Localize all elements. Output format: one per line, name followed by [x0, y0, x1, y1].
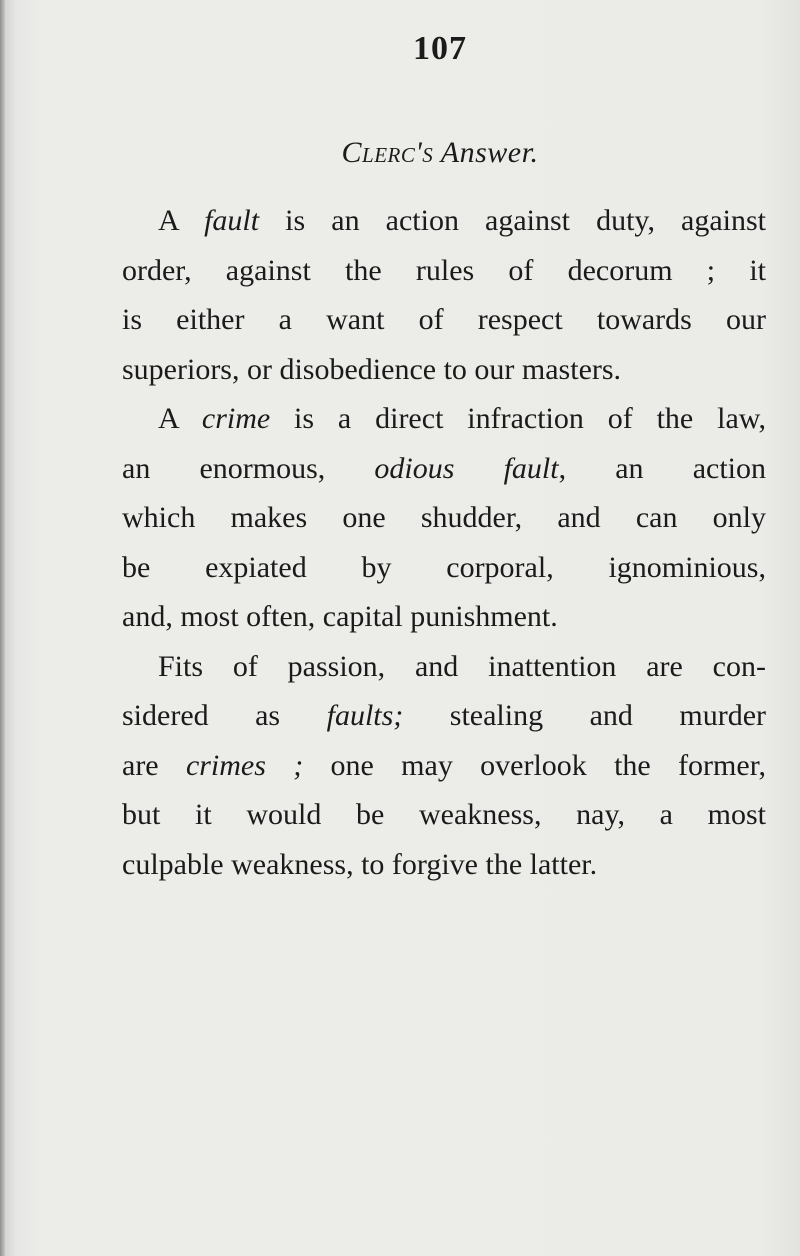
italic-term: faults; — [326, 699, 404, 732]
text-line: superiors, or disobedience to our masters. — [122, 352, 622, 386]
text-line: be expiated by corporal, ignominious, — [122, 550, 766, 584]
text-line: A crime is a direct infraction of the law, — [158, 402, 766, 435]
text-line: and, most often, capital punishment. — [122, 600, 558, 633]
italic-term: fault — [204, 204, 260, 237]
paragraph — [122, 394, 766, 642]
page-gutter — [0, 0, 5, 1256]
text-line: but it would be weakness, nay, a most — [122, 798, 766, 831]
italic-term: crime — [201, 402, 271, 435]
text-line: culpable weakness, to forgive the latter. — [122, 847, 598, 881]
section-heading — [0, 136, 800, 170]
text-line: Fits of passion, and inattention are con- — [158, 649, 766, 683]
italic-term: crimes ; — [185, 748, 304, 782]
text-line: A fault is an action against duty, against — [158, 204, 767, 237]
heading-name: Clerc's — [341, 136, 434, 169]
text-line: sidered as faults; stealing and murder — [122, 699, 767, 732]
text-line: an enormous, odious fault, an action — [122, 451, 766, 485]
paragraph — [122, 642, 766, 890]
text-line: are crimes ; one may overlook the former, — [122, 748, 766, 782]
paragraph — [122, 196, 766, 394]
heading-answer: Answer. — [440, 136, 539, 169]
text-line: order, against the rules of decorum ; it — [122, 253, 766, 287]
italic-term: odious fault — [374, 451, 559, 485]
text-line: is either a want of respect towards our — [122, 303, 766, 336]
page-number: 107 — [413, 30, 467, 67]
body-text — [122, 196, 766, 889]
text-line: which makes one shudder, and can only — [122, 501, 766, 534]
